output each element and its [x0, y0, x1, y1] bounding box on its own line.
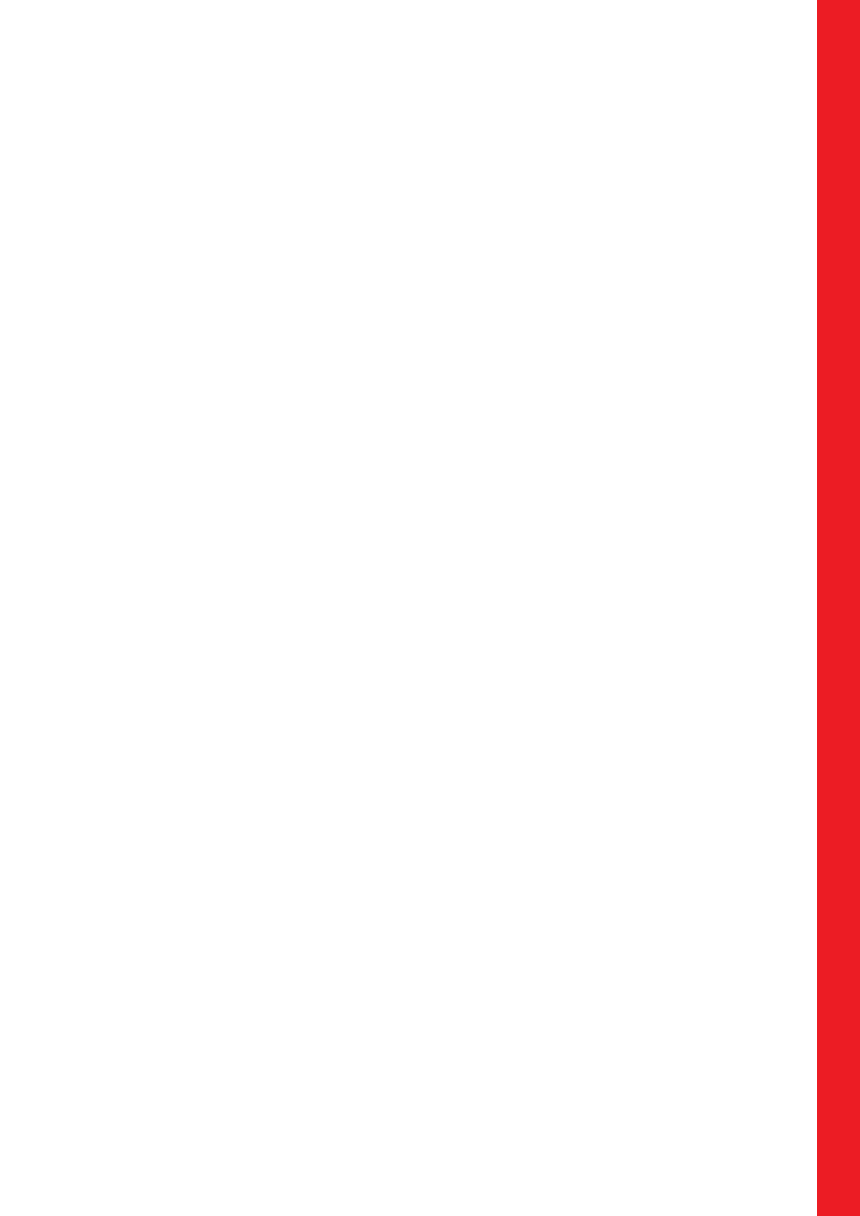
red-sidebar	[817, 0, 860, 1216]
